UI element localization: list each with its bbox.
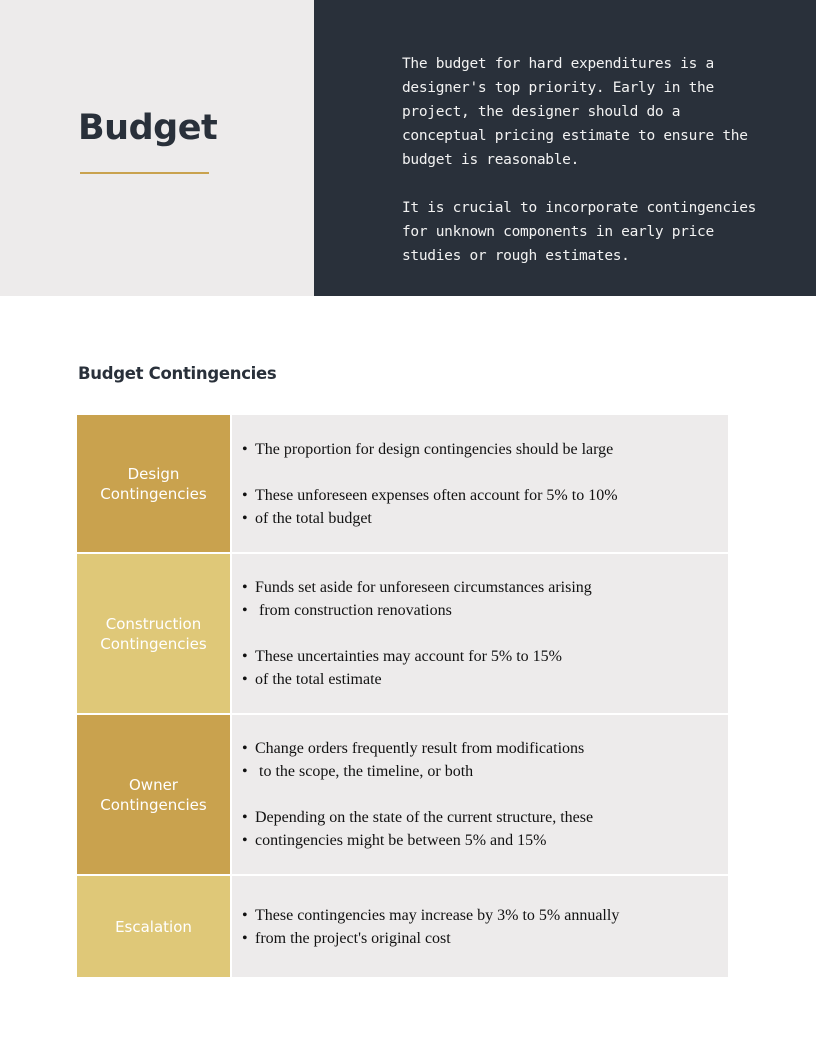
- row-content: [232, 554, 728, 713]
- row-label-design-contingencies: Design Contingencies: [77, 415, 232, 552]
- bullet-line: • Funds set aside for unforeseen circumstances arising: [242, 576, 728, 599]
- bullet-group: [242, 737, 728, 783]
- bullet-group: [242, 438, 728, 461]
- intro-text: [402, 52, 772, 292]
- bullet-line: • These unforeseen expenses often account for 5% to 10%: [242, 484, 728, 507]
- bullet-line: • from construction renovations: [242, 599, 728, 622]
- bullet-line: • of the total estimate: [242, 668, 728, 691]
- row-label-construction-contingencies: Construction Contingencies: [77, 554, 232, 713]
- bullet-group: [242, 645, 728, 691]
- bullet-line: • of the total budget: [242, 507, 728, 530]
- intro-paragraph: It is crucial to incorporate contingencies for unknown components in early price studies or rough estimates.: [402, 200, 757, 264]
- table-row: [77, 715, 728, 876]
- table-row: [77, 876, 728, 977]
- bullet-group: [242, 484, 728, 530]
- bullet-line: • from the project's original cost: [242, 927, 728, 950]
- intro-paragraph: The budget for hard expenditures is a designer's top priority. Early in the project, the designer should do a conceptual pricing estimate to ensure the budget is reasonable.: [402, 56, 748, 168]
- table-row: [77, 554, 728, 715]
- bullet-line: • Change orders frequently result from modifications: [242, 737, 728, 760]
- bullet-line: • These contingencies may increase by 3% to 5% annually: [242, 904, 728, 927]
- bullet-line: • contingencies might be between 5% and 15%: [242, 829, 728, 852]
- bullet-line: • The proportion for design contingencies should be large: [242, 438, 728, 461]
- row-label-escalation: Escalation: [77, 876, 232, 977]
- bullet-group: [242, 576, 728, 622]
- section-heading: Budget Contingencies: [78, 364, 277, 383]
- hero-left-panel: [0, 0, 314, 296]
- bullet-group: [242, 806, 728, 852]
- bullet-line: • Depending on the state of the current structure, these: [242, 806, 728, 829]
- page-title: Budget: [78, 108, 218, 148]
- table-row: [77, 415, 728, 554]
- row-content: [232, 876, 728, 977]
- bullet-group: [242, 904, 728, 950]
- contingencies-table: [77, 415, 728, 977]
- title-underline: [80, 172, 209, 174]
- row-content: [232, 415, 728, 552]
- bullet-line: • These uncertainties may account for 5% to 15%: [242, 645, 728, 668]
- row-label-owner-contingencies: Owner Contingencies: [77, 715, 232, 874]
- bullet-line: • to the scope, the timeline, or both: [242, 760, 728, 783]
- row-content: [232, 715, 728, 874]
